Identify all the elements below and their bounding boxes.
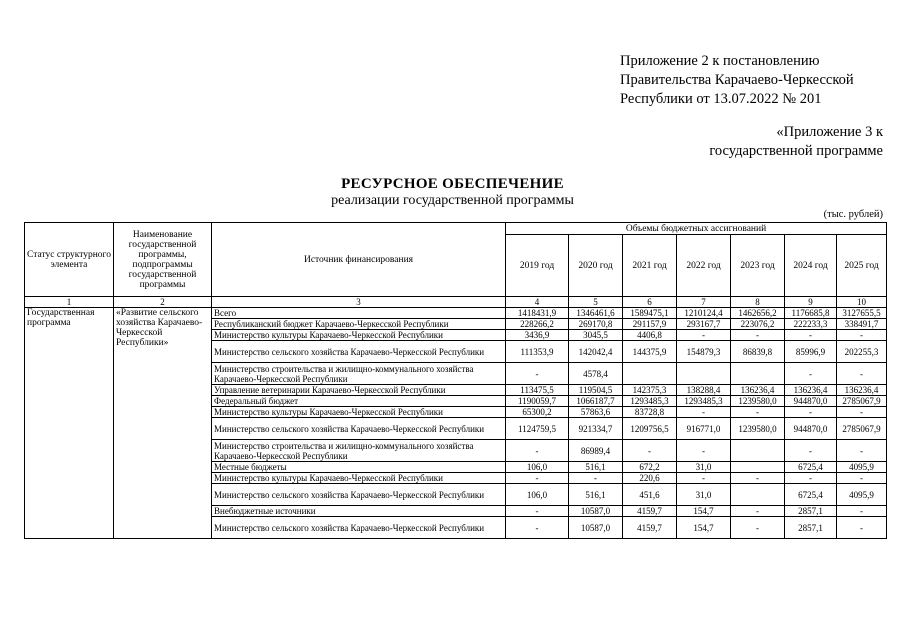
value-cell: 2857,1 <box>785 517 837 539</box>
units-label: (тыс. рублей) <box>823 209 883 220</box>
value-cell: - <box>837 407 887 418</box>
column-index-row <box>25 297 887 308</box>
value-cell: 138288,4 <box>677 385 731 396</box>
value-cell: - <box>785 330 837 341</box>
column-index: 2 <box>114 297 212 308</box>
value-cell: 85996,9 <box>785 341 837 363</box>
value-cell: - <box>506 506 569 517</box>
header-year: 2020 год <box>569 235 623 297</box>
value-cell: - <box>731 330 785 341</box>
value-cell: 944870,0 <box>785 418 837 440</box>
value-cell: 451,6 <box>623 484 677 506</box>
funding-source-cell: Министерство сельского хозяйства Карачаево-Черкесской Республики <box>212 418 506 440</box>
value-cell: 10587,0 <box>569 506 623 517</box>
appendix-program-header <box>709 123 883 161</box>
funding-source-cell: Министерство сельского хозяйства Карачаево-Черкесской Республики <box>212 341 506 363</box>
value-cell: 338491,7 <box>837 319 887 330</box>
value-cell: 6725,4 <box>785 484 837 506</box>
value-cell: 1176685,8 <box>785 308 837 319</box>
value-cell <box>731 462 785 473</box>
value-cell: 202255,3 <box>837 341 887 363</box>
funding-source-cell: Министерство строительства и жилищно-коммунального хозяйства Карачаево-Черкесской Республики <box>212 363 506 385</box>
value-cell: 220,6 <box>623 473 677 484</box>
funding-source-cell: Министерство строительства и жилищно-коммунального хозяйства Карачаево-Черкесской Республики <box>212 440 506 462</box>
value-cell: 86989,4 <box>569 440 623 462</box>
table-row <box>25 308 887 319</box>
value-cell: 4159,7 <box>623 506 677 517</box>
value-cell: 1462656,2 <box>731 308 785 319</box>
value-cell: - <box>731 407 785 418</box>
column-index: 10 <box>837 297 887 308</box>
value-cell: - <box>785 473 837 484</box>
column-index: 1 <box>25 297 114 308</box>
value-cell: - <box>837 473 887 484</box>
value-cell: 154,7 <box>677 506 731 517</box>
value-cell: 4159,7 <box>623 517 677 539</box>
appendix-line: Приложение 2 к постановлению <box>620 53 820 69</box>
value-cell: 10587,0 <box>569 517 623 539</box>
value-cell: - <box>731 506 785 517</box>
value-cell: - <box>837 330 887 341</box>
appendix-line: «Приложение 3 к <box>776 124 883 140</box>
value-cell: 31,0 <box>677 462 731 473</box>
value-cell: - <box>785 440 837 462</box>
value-cell: 516,1 <box>569 462 623 473</box>
header-year: 2019 год <box>506 235 569 297</box>
value-cell: - <box>837 363 887 385</box>
value-cell <box>677 363 731 385</box>
value-cell: 1346461,6 <box>569 308 623 319</box>
column-index: 9 <box>785 297 837 308</box>
value-cell: - <box>506 440 569 462</box>
value-cell: - <box>506 473 569 484</box>
value-cell <box>731 363 785 385</box>
value-cell: - <box>506 517 569 539</box>
header-year: 2022 год <box>677 235 731 297</box>
header-year: 2023 год <box>731 235 785 297</box>
value-cell: 3436,9 <box>506 330 569 341</box>
value-cell: 1190059,7 <box>506 396 569 407</box>
value-cell: 1124759,5 <box>506 418 569 440</box>
funding-source-cell: Министерство сельского хозяйства Карачаево-Черкесской Республики <box>212 517 506 539</box>
value-cell: 83728,8 <box>623 407 677 418</box>
funding-source-cell: Министерство культуры Карачаево-Черкесской Республики <box>212 407 506 418</box>
funding-source-cell: Внебюджетные источники <box>212 506 506 517</box>
header-year: 2021 год <box>623 235 677 297</box>
funding-source-cell: Управление ветеринарии Карачаево-Черкесской Республики <box>212 385 506 396</box>
value-cell: - <box>677 407 731 418</box>
value-cell: 3127655,5 <box>837 308 887 319</box>
value-cell: 136236,4 <box>731 385 785 396</box>
column-index: 5 <box>569 297 623 308</box>
value-cell: - <box>677 440 731 462</box>
value-cell: - <box>785 407 837 418</box>
value-cell: 1239580,0 <box>731 396 785 407</box>
value-cell: 1210124,4 <box>677 308 731 319</box>
value-cell: 291157,9 <box>623 319 677 330</box>
value-cell: - <box>837 506 887 517</box>
funding-source-cell: Министерство культуры Карачаево-Черкесской Республики <box>212 330 506 341</box>
value-cell: - <box>569 473 623 484</box>
appendix-line: Правительства Карачаево-Черкесской <box>620 72 854 88</box>
value-cell: 2785067,9 <box>837 418 887 440</box>
column-index: 6 <box>623 297 677 308</box>
appendix-line: Республики от 13.07.2022 № 201 <box>620 91 822 107</box>
value-cell: - <box>731 473 785 484</box>
value-cell: 293167,7 <box>677 319 731 330</box>
value-cell: 65300,2 <box>506 407 569 418</box>
header-source: Источник финансирования <box>212 223 506 297</box>
value-cell: 144375,9 <box>623 341 677 363</box>
funding-source-cell: Всего <box>212 308 506 319</box>
value-cell: 4578,4 <box>569 363 623 385</box>
value-cell: 1293485,3 <box>677 396 731 407</box>
program-name-cell: «Развитие сельского хозяйства Карачаево-Черкесской Республики» <box>114 308 212 539</box>
value-cell: 4406,8 <box>623 330 677 341</box>
value-cell <box>623 363 677 385</box>
column-index: 3 <box>212 297 506 308</box>
funding-source-cell: Местные бюджеты <box>212 462 506 473</box>
value-cell: 672,2 <box>623 462 677 473</box>
appendix-line: государственной программе <box>709 143 883 159</box>
column-index: 7 <box>677 297 731 308</box>
header-program-name: Наименование государственной программы, подпрограммы государственной программы <box>114 223 212 297</box>
value-cell: 1589475,1 <box>623 308 677 319</box>
column-index: 8 <box>731 297 785 308</box>
header-year: 2024 год <box>785 235 837 297</box>
header-year: 2025 год <box>837 235 887 297</box>
value-cell: 31,0 <box>677 484 731 506</box>
value-cell: - <box>785 363 837 385</box>
value-cell: 113475,5 <box>506 385 569 396</box>
value-cell: 1209756,5 <box>623 418 677 440</box>
document-title: РЕСУРСНОЕ ОБЕСПЕЧЕНИЕ <box>341 176 564 192</box>
value-cell: 944870,0 <box>785 396 837 407</box>
value-cell: 222233,3 <box>785 319 837 330</box>
funding-source-cell: Министерство сельского хозяйства Карачаево-Черкесской Республики <box>212 484 506 506</box>
appendix-header <box>620 52 854 109</box>
value-cell: - <box>731 517 785 539</box>
value-cell: 136236,4 <box>837 385 887 396</box>
value-cell: 2857,1 <box>785 506 837 517</box>
value-cell: 86839,8 <box>731 341 785 363</box>
value-cell: 269170,8 <box>569 319 623 330</box>
header-status: Статус структурного элемента <box>25 223 114 297</box>
value-cell: - <box>623 440 677 462</box>
value-cell: 1066187,7 <box>569 396 623 407</box>
header-volumes: Объемы бюджетных ассигнований <box>506 223 887 235</box>
value-cell: 223076,2 <box>731 319 785 330</box>
funding-source-cell: Республиканский бюджет Карачаево-Черкесской Республики <box>212 319 506 330</box>
value-cell <box>731 440 785 462</box>
column-index: 4 <box>506 297 569 308</box>
value-cell: - <box>506 363 569 385</box>
status-cell: Государственная программа <box>25 308 114 539</box>
value-cell: - <box>677 330 731 341</box>
value-cell: 142042,4 <box>569 341 623 363</box>
resource-table <box>24 222 887 539</box>
value-cell: 2785067,9 <box>837 396 887 407</box>
value-cell: 921334,7 <box>569 418 623 440</box>
value-cell: 3045,5 <box>569 330 623 341</box>
funding-source-cell: Министерство культуры Карачаево-Черкесской Республики <box>212 473 506 484</box>
value-cell: 228266,2 <box>506 319 569 330</box>
funding-source-cell: Федеральный бюджет <box>212 396 506 407</box>
value-cell: 1293485,3 <box>623 396 677 407</box>
value-cell: 154879,3 <box>677 341 731 363</box>
value-cell: - <box>677 473 731 484</box>
value-cell: 6725,4 <box>785 462 837 473</box>
value-cell: 154,7 <box>677 517 731 539</box>
value-cell: 516,1 <box>569 484 623 506</box>
value-cell: 1418431,9 <box>506 308 569 319</box>
document-subtitle: реализации государственной программы <box>331 193 574 208</box>
value-cell: 136236,4 <box>785 385 837 396</box>
value-cell: 111353,9 <box>506 341 569 363</box>
value-cell: 916771,0 <box>677 418 731 440</box>
value-cell: 4095,9 <box>837 484 887 506</box>
value-cell <box>731 484 785 506</box>
value-cell: - <box>837 517 887 539</box>
value-cell: 142375,3 <box>623 385 677 396</box>
value-cell: 1239580,0 <box>731 418 785 440</box>
value-cell: 57863,6 <box>569 407 623 418</box>
value-cell: - <box>837 440 887 462</box>
value-cell: 4095,9 <box>837 462 887 473</box>
value-cell: 106,0 <box>506 484 569 506</box>
value-cell: 119504,5 <box>569 385 623 396</box>
value-cell: 106,0 <box>506 462 569 473</box>
